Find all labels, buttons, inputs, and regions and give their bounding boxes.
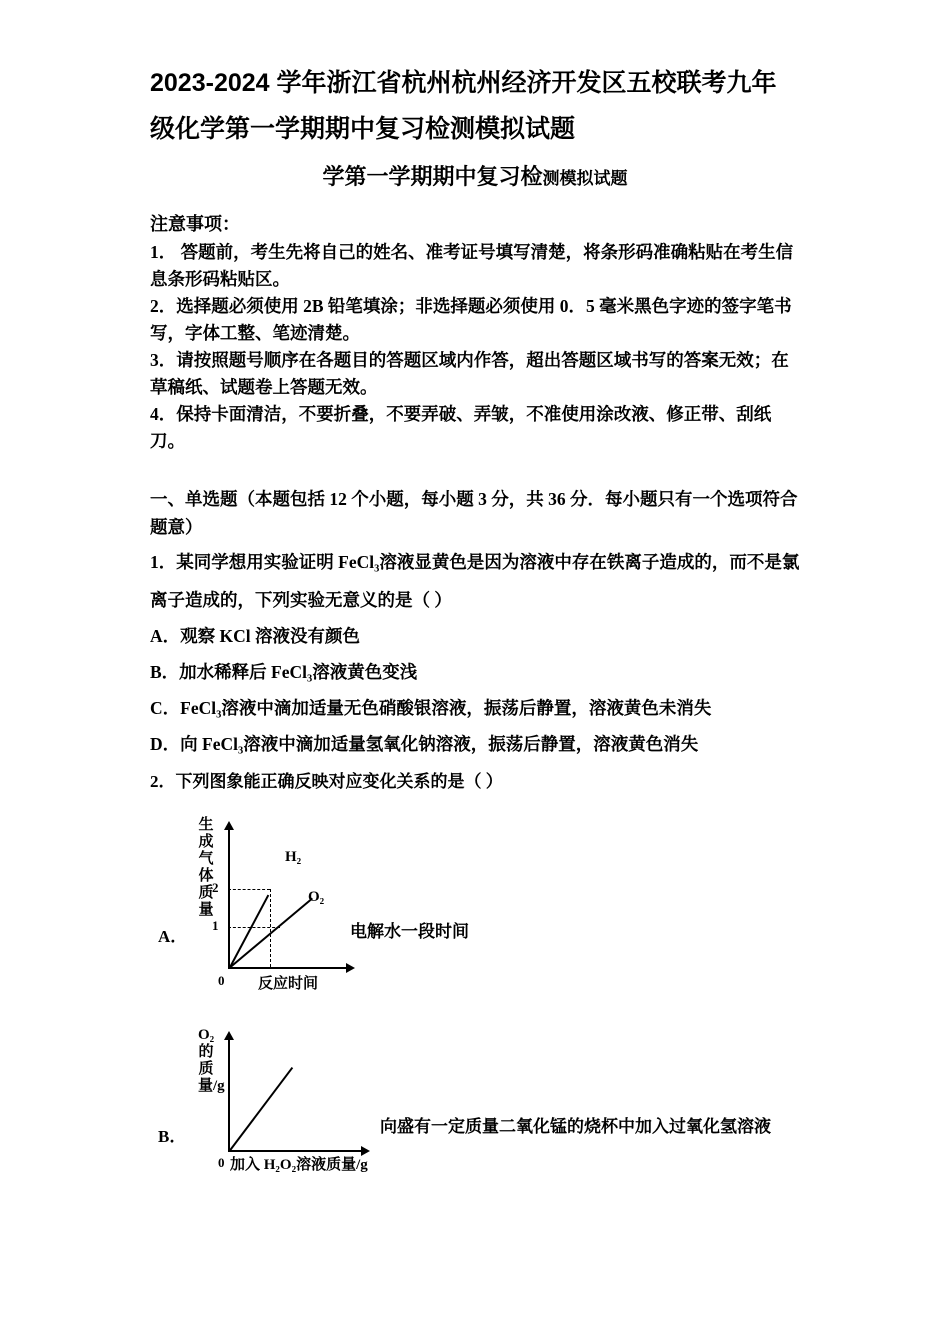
question-2-choice-a-figure [150,807,800,1007]
choice-a-label-h2: H₂ [285,849,302,865]
choice-a-dash-1 [228,927,280,928]
choice-b-origin: 0 [218,1155,225,1170]
choice-a-dash-2 [228,889,270,890]
choice-a-curve-h2 [229,895,269,968]
question-1-option-d: D．向 FeCl₃溶液中滴加适量氢氧化钠溶液，振荡后静置，溶液黄色消失 [150,734,699,754]
choice-b-y-axis [228,1039,230,1152]
choice-b-x-axis [228,1150,363,1152]
question-1-stem-line2: 离子造成的，下列实验无意义的是（ ） [150,590,452,610]
choice-a-y-arrow-icon [224,821,234,830]
notice-heading: 注意事项： [150,214,240,234]
choice-a-y-axis [228,829,230,969]
question-1-option-b: B．加水稀释后 FeCl₃溶液黄色变浅 [150,662,418,682]
choice-a-label: A． [158,927,188,946]
question-1-text1: 某同学想用实验证明 FeCl₃溶液显黄色是因为溶液中存在铁离子造成的，而不是氯 [176,552,800,572]
choice-a-tick-1: 1 [212,918,219,933]
subtitle-main: 学第一学期期中复习检 [322,164,543,189]
question-2-text: 下列图象能正确反映对应变化关系的是（ ） [175,772,503,791]
choice-b-label: B． [158,1127,187,1146]
choice-b-y-arrow-icon [224,1031,234,1040]
notice-item-3: 3．请按照题号顺序在各题目的答题区域内作答，超出答题区域书写的答案无效；在草稿纸、试题卷上答题无效。 [150,350,789,397]
choice-b-x-axis-label: 加入 H₂O₂溶液质量/g [230,1157,368,1173]
notice-item-2: 2．选择题必须使用 2B 铅笔填涂；非选择题必须使用 0．5 毫米黑色字迹的签字笔书写，字体工整、笔迹清楚。 [150,296,792,343]
notice-item-4: 4．保持卡面清洁，不要折叠，不要弄破、弄皱，不准使用涂改液、修正带、刮纸刀。 [150,404,772,451]
question-2-stem [150,767,800,797]
choice-a-origin: 0 [218,973,225,988]
choice-a-x-axis-label: 反应时间 [258,976,319,992]
choice-a-tick-2: 2 [212,880,219,895]
document-subtitle [150,162,800,195]
choice-a-x-arrow-icon [346,963,355,973]
question-2-choice-b-figure [150,1027,800,1207]
question-1-option-c: C．FeCl₃溶液中滴加适量无色硝酸银溶液，振荡后静置，溶液黄色未消失 [150,698,712,718]
choice-a-curve-o2 [229,898,313,969]
section-heading: 一、单选题（本题包括 12 个小题，每小题 3 分，共 36 分．每小题只有一个选项符合题意） [150,489,798,537]
choice-b-y-axis-label: O₂的质量/g [198,1027,225,1094]
question-2-number: 2． [150,772,176,791]
question-1-number: 1． [150,552,177,572]
choice-a-caption: 电解水一段时间 [350,922,469,941]
subtitle-tail: 测模拟试题 [542,169,628,188]
page-title: 2023-2024 学年浙江省杭州杭州经济开发区五校联考九年级化学第一学期期中复习检测模拟试题 [150,69,777,143]
choice-a-y-axis-label: 生成气体质量 [198,817,214,918]
choice-a-dash-vertical [270,889,271,967]
question-1-option-a: A．观察 KCl 溶液没有颜色 [150,626,360,646]
choice-a-label-o2: O₂ [308,889,325,905]
choice-a-x-axis [228,967,348,969]
question-1-stem-line1 [150,545,800,579]
notice-list [150,239,800,455]
choice-b-caption: 向盛有一定质量二氧化锰的烧杯中加入过氧化氢溶液 [380,1117,771,1136]
choice-b-curve [229,1067,293,1151]
notice-item-1: 1． 答题前，考生先将自己的姓名、准考证号填写清楚，将条形码准确粘贴在考生信息条形码粘贴区。 [150,242,794,289]
